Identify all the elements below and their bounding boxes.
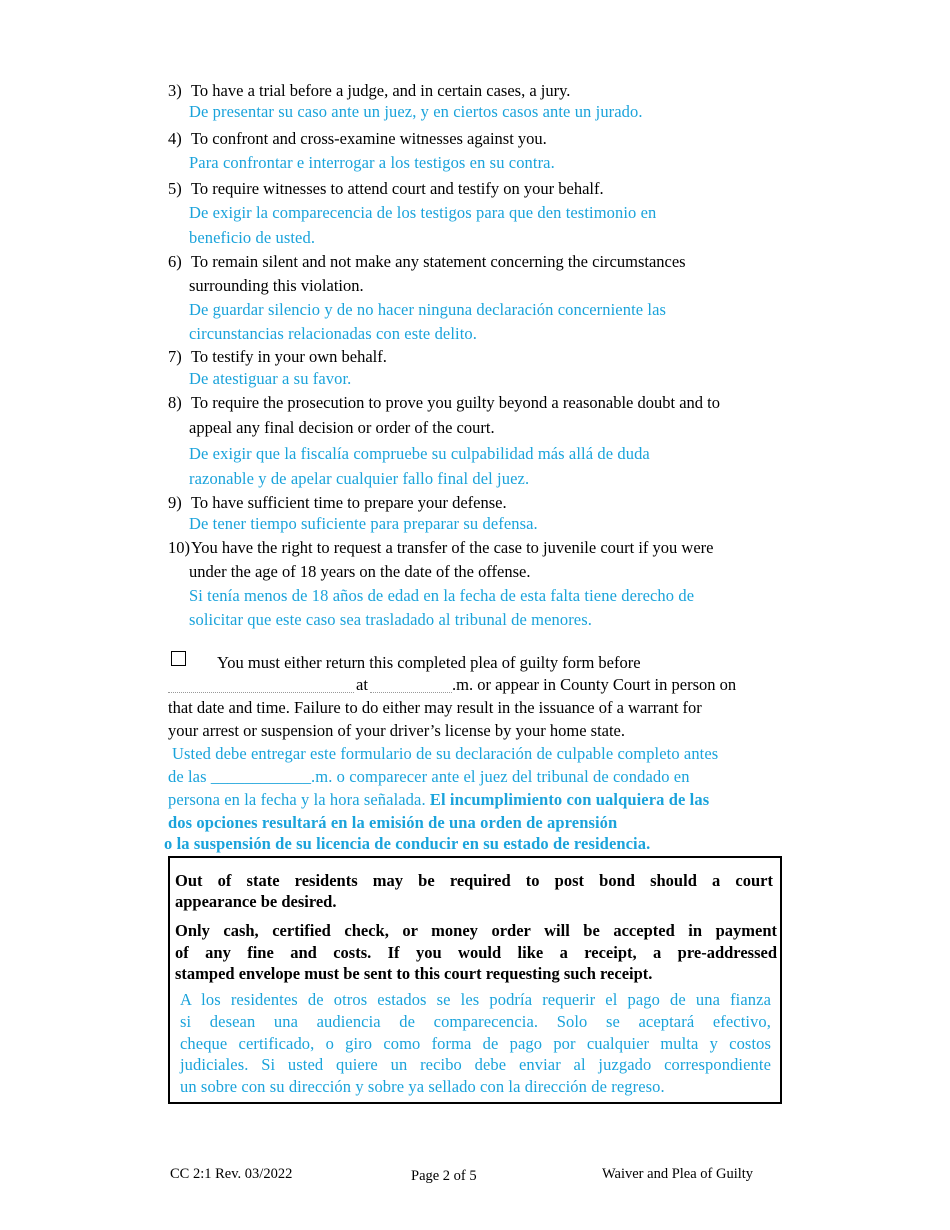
- right-text-en: To require witnesses to attend court and testify on your behalf.: [191, 179, 604, 198]
- right-text-en: To have a trial before a judge, and in certain cases, a jury.: [191, 81, 571, 100]
- box-en-1b: appearance be desired.: [175, 892, 337, 911]
- right-text-en: under the age of 18 years on the date of the offense.: [189, 562, 531, 581]
- right-text-es: De atestiguar a su favor.: [189, 369, 352, 388]
- right-text-es: beneficio de usted.: [189, 228, 316, 247]
- notice-es-line3-bold: El incumplimiento con ualquiera de las: [429, 790, 710, 809]
- right-text-en: To testify in your own behalf.: [191, 347, 387, 366]
- footer-page-number: Page 2 of 5: [411, 1168, 477, 1184]
- box-es-4: judiciales. Si usted quiere un recibo debe enviar al juzgado correspondiente: [180, 1055, 771, 1074]
- notice-es-line3-normal: persona en la fecha y la hora señalada.: [168, 790, 430, 809]
- notice-es-line3: [168, 790, 709, 810]
- right-text-en: To have sufficient time to prepare your defense.: [191, 493, 507, 512]
- notice-en-line3: that date and time. Failure to do either may result in the issuance of a warrant for: [168, 698, 702, 717]
- plea-checkbox[interactable]: [171, 651, 186, 666]
- right-number: 5): [168, 179, 182, 198]
- box-en-2c: stamped envelope must be sent to this court requesting such receipt.: [175, 964, 653, 983]
- right-text-en: To confront and cross-examine witnesses against you.: [191, 129, 547, 148]
- footer-form-id: CC 2:1 Rev. 03/2022: [170, 1166, 293, 1182]
- box-es-3: cheque certificado, o giro como forma de pago por cualquier multa y costos: [180, 1034, 771, 1053]
- right-text-es: Para confrontar e interrogar a los testigos en su contra.: [189, 153, 555, 172]
- right-number: 8): [168, 393, 182, 412]
- right-number: 3): [168, 81, 182, 100]
- notice-es-line2: de las ____________.m. o comparecer ante el juez del tribunal de condado en: [168, 767, 690, 786]
- notice-en-line4: your arrest or suspension of your driver’s license by your home state.: [168, 721, 626, 740]
- box-es-1: A los residentes de otros estados se les podría requerir el pago de una fianza: [180, 990, 771, 1009]
- notice-es-line4: dos opciones resultará en la emisión de una orden de aprensión: [168, 813, 618, 832]
- footer-form-title: Waiver and Plea of Guilty: [602, 1166, 754, 1182]
- right-text-en: To require the prosecution to prove you guilty beyond a reasonable doubt and to: [191, 393, 720, 412]
- right-number: 7): [168, 347, 182, 366]
- notice-es-line1: Usted debe entregar este formulario de su declaración de culpable completo antes: [172, 744, 719, 763]
- notice-en-at: at: [356, 675, 368, 694]
- right-text-en: You have the right to request a transfer of the case to juvenile court if you were: [191, 538, 714, 557]
- right-number: 4): [168, 129, 182, 148]
- date-blank[interactable]: [168, 692, 354, 693]
- right-text-es: De guardar silencio y de no hacer ninguna declaración concerniente las: [189, 300, 667, 319]
- box-en-2a: Only cash, certified check, or money order will be accepted in payment: [175, 921, 777, 940]
- time-blank[interactable]: [370, 692, 452, 693]
- right-text-es: solicitar que este caso sea trasladado al tribunal de menores.: [189, 610, 592, 629]
- notice-es-line5: o la suspensión de su licencia de conducir en su estado de residencia.: [164, 834, 651, 853]
- notice-en-line1: You must either return this completed plea of guilty form before: [217, 653, 641, 672]
- right-number: 10): [168, 538, 190, 557]
- right-text-es: circunstancias relacionadas con este delito.: [189, 324, 477, 343]
- right-text-es: De presentar su caso ante un juez, y en ciertos casos ante un jurado.: [189, 102, 643, 121]
- box-en-1a: Out of state residents may be required to post bond should a court: [175, 871, 773, 890]
- right-text-en: appeal any final decision or order of the court.: [189, 418, 495, 437]
- right-text-es: razonable y de apelar cualquier fallo final del juez.: [189, 469, 530, 488]
- right-number: 6): [168, 252, 182, 271]
- box-es-5: un sobre con su dirección y sobre ya sellado con la dirección de regreso.: [180, 1077, 665, 1096]
- right-number: 9): [168, 493, 182, 512]
- right-text-es: De exigir la comparecencia de los testigos para que den testimonio en: [189, 203, 657, 222]
- right-text-es: De exigir que la fiscalía compruebe su culpabilidad más allá de duda: [189, 444, 650, 463]
- right-text-es: Si tenía menos de 18 años de edad en la fecha de esta falta tiene derecho de: [189, 586, 695, 605]
- right-text-en: To remain silent and not make any statement concerning the circumstances: [191, 252, 686, 271]
- box-es-2: si desean una audiencia de comparecencia. Solo se aceptará efectivo,: [180, 1012, 771, 1031]
- right-text-en: surrounding this violation.: [189, 276, 364, 295]
- right-text-es: De tener tiempo suficiente para preparar su defensa.: [189, 514, 538, 533]
- box-en-2b: of any fine and costs. If you would like a receipt, a pre-addressed: [175, 943, 777, 962]
- notice-en-line2: .m. or appear in County Court in person on: [452, 675, 737, 694]
